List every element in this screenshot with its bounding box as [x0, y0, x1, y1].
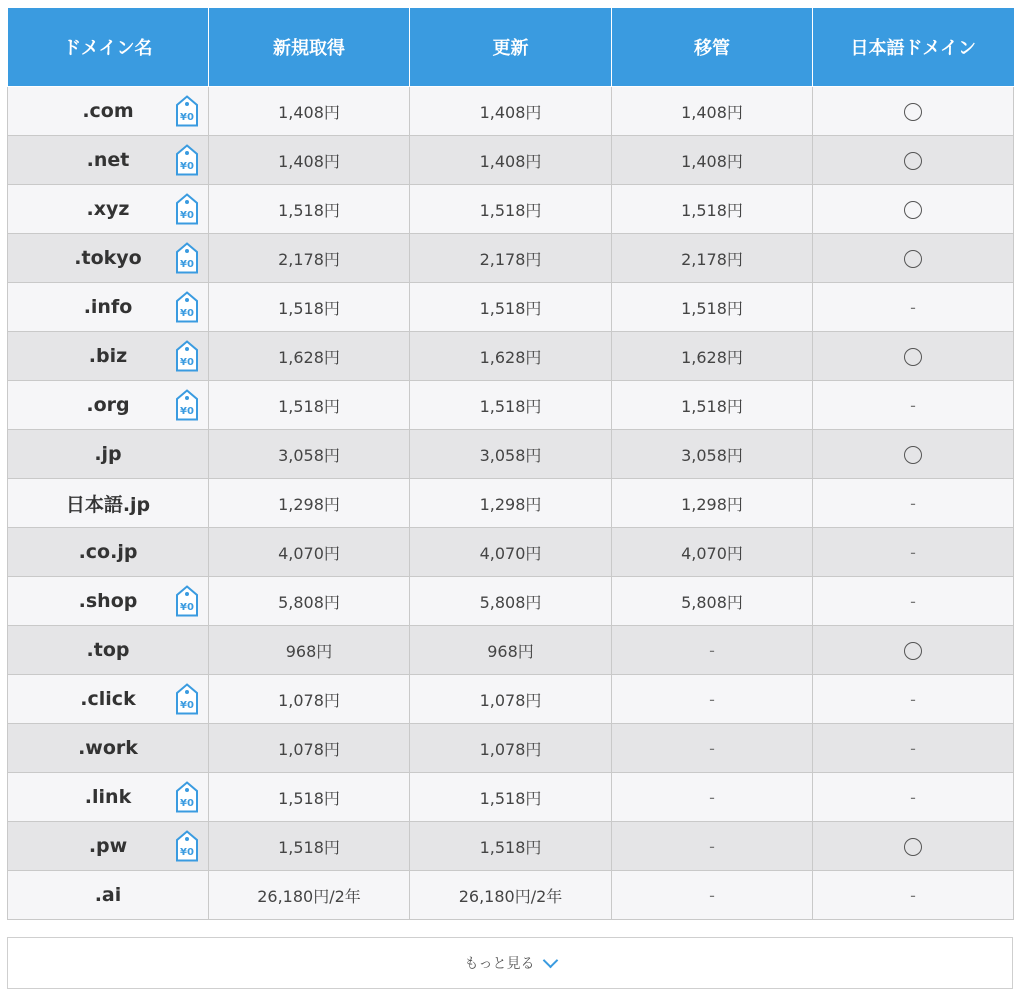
table-row	[8, 332, 1014, 381]
table-row	[8, 234, 1014, 283]
japanese-domain-support	[813, 185, 1014, 234]
transfer-price: -	[612, 724, 813, 773]
chevron-down-icon	[542, 953, 558, 969]
tag-text: ¥0	[180, 602, 194, 613]
show-more-button[interactable]	[7, 937, 1013, 989]
transfer-price: 1,518円	[612, 185, 813, 234]
japanese-domain-support: -	[813, 675, 1014, 724]
new-registration-price: 1,408円	[209, 87, 410, 136]
tag-text: ¥0	[180, 112, 194, 123]
transfer-price: -	[612, 675, 813, 724]
price-tag-yen-zero-icon	[175, 144, 199, 176]
new-registration-price: 2,178円	[209, 234, 410, 283]
japanese-domain-support: -	[813, 773, 1014, 822]
table-row	[8, 871, 1014, 920]
table-row	[8, 479, 1014, 528]
renewal-price: 1,298円	[410, 479, 612, 528]
domain-name: 日本語.jp	[65, 493, 151, 516]
renewal-price: 1,628円	[410, 332, 612, 381]
domain-name-cell	[8, 773, 209, 822]
new-registration-price: 1,518円	[209, 822, 410, 871]
tag-text: ¥0	[180, 357, 194, 368]
domain-name-cell	[8, 577, 209, 626]
header-new-registration: 新規取得	[209, 8, 410, 87]
show-more-label: もっと見る	[464, 956, 535, 972]
renewal-price: 1,078円	[410, 724, 612, 773]
table-row	[8, 381, 1014, 430]
price-tag-yen-zero-icon	[175, 340, 199, 372]
domain-name: .com	[82, 100, 134, 122]
circle-icon	[904, 103, 922, 121]
domain-name: .shop	[78, 590, 138, 612]
tag-text: ¥0	[180, 161, 194, 172]
table-row	[8, 822, 1014, 871]
transfer-price: -	[612, 871, 813, 920]
domain-name: .org	[86, 394, 130, 416]
domain-name: .xyz	[86, 198, 130, 220]
domain-name-cell	[8, 136, 209, 185]
renewal-price: 3,058円	[410, 430, 612, 479]
new-registration-price: 1,078円	[209, 675, 410, 724]
japanese-domain-support	[813, 87, 1014, 136]
renewal-price: 1,518円	[410, 773, 612, 822]
table-row	[8, 283, 1014, 332]
transfer-price: 1,408円	[612, 87, 813, 136]
transfer-price: 1,298円	[612, 479, 813, 528]
japanese-domain-support	[813, 332, 1014, 381]
renewal-price: 5,808円	[410, 577, 612, 626]
transfer-price: 2,178円	[612, 234, 813, 283]
circle-icon	[904, 201, 922, 219]
new-registration-price: 1,518円	[209, 283, 410, 332]
renewal-price: 1,518円	[410, 381, 612, 430]
tag-text: ¥0	[180, 406, 194, 417]
domain-name: .net	[86, 149, 130, 171]
renewal-price: 968円	[410, 626, 612, 675]
renewal-price: 1,518円	[410, 185, 612, 234]
domain-name: .jp	[94, 443, 122, 465]
price-tag-yen-zero-icon	[175, 242, 199, 274]
tag-text: ¥0	[180, 210, 194, 221]
tag-text: ¥0	[180, 700, 194, 711]
renewal-price: 26,180円/2年	[410, 871, 612, 920]
japanese-domain-support: -	[813, 283, 1014, 332]
japanese-domain-support	[813, 626, 1014, 675]
domain-name-cell	[8, 283, 209, 332]
new-registration-price: 1,628円	[209, 332, 410, 381]
circle-icon	[904, 152, 922, 170]
domain-name-cell	[8, 724, 209, 773]
transfer-price: -	[612, 822, 813, 871]
table-row	[8, 87, 1014, 136]
tag-text: ¥0	[180, 308, 194, 319]
header-transfer: 移管	[612, 8, 813, 87]
domain-name-cell	[8, 430, 209, 479]
table-row	[8, 528, 1014, 577]
japanese-domain-support	[813, 822, 1014, 871]
circle-icon	[904, 642, 922, 660]
header-renewal: 更新	[410, 8, 612, 87]
circle-icon	[904, 446, 922, 464]
transfer-price: -	[612, 626, 813, 675]
japanese-domain-support	[813, 234, 1014, 283]
price-tag-yen-zero-icon	[175, 291, 199, 323]
new-registration-price: 4,070円	[209, 528, 410, 577]
header-domain-name: ドメイン名	[8, 8, 209, 87]
domain-price-table-container	[7, 8, 1013, 920]
domain-name: .click	[80, 688, 136, 710]
japanese-domain-support: -	[813, 871, 1014, 920]
domain-name: .info	[83, 296, 133, 318]
circle-icon	[904, 250, 922, 268]
renewal-price: 1,518円	[410, 822, 612, 871]
transfer-price: -	[612, 773, 813, 822]
tag-text: ¥0	[180, 259, 194, 270]
japanese-domain-support: -	[813, 528, 1014, 577]
domain-name-cell	[8, 185, 209, 234]
transfer-price: 5,808円	[612, 577, 813, 626]
transfer-price: 1,518円	[612, 283, 813, 332]
transfer-price: 1,408円	[612, 136, 813, 185]
table-row	[8, 626, 1014, 675]
new-registration-price: 5,808円	[209, 577, 410, 626]
domain-name: .top	[86, 639, 130, 661]
renewal-price: 4,070円	[410, 528, 612, 577]
domain-name: .work	[78, 737, 138, 759]
tag-text: ¥0	[180, 798, 194, 809]
table-row	[8, 136, 1014, 185]
transfer-price: 1,518円	[612, 381, 813, 430]
domain-name-cell	[8, 626, 209, 675]
transfer-price: 4,070円	[612, 528, 813, 577]
japanese-domain-support: -	[813, 724, 1014, 773]
new-registration-price: 1,518円	[209, 773, 410, 822]
new-registration-price: 1,518円	[209, 185, 410, 234]
domain-name: .co.jp	[78, 541, 138, 563]
japanese-domain-support	[813, 430, 1014, 479]
new-registration-price: 1,078円	[209, 724, 410, 773]
circle-icon	[904, 838, 922, 856]
price-tag-yen-zero-icon	[175, 193, 199, 225]
new-registration-price: 26,180円/2年	[209, 871, 410, 920]
domain-price-table	[7, 8, 1014, 920]
new-registration-price: 1,518円	[209, 381, 410, 430]
domain-name-cell	[8, 675, 209, 724]
domain-name-cell	[8, 87, 209, 136]
price-tag-yen-zero-icon	[175, 389, 199, 421]
domain-name: .link	[84, 786, 132, 808]
japanese-domain-support	[813, 136, 1014, 185]
price-tag-yen-zero-icon	[175, 830, 199, 862]
domain-name: .ai	[94, 884, 122, 906]
table-row	[8, 724, 1014, 773]
new-registration-price: 1,298円	[209, 479, 410, 528]
japanese-domain-support: -	[813, 577, 1014, 626]
price-tag-yen-zero-icon	[175, 585, 199, 617]
domain-name-cell	[8, 332, 209, 381]
tag-text: ¥0	[180, 847, 194, 858]
transfer-price: 1,628円	[612, 332, 813, 381]
renewal-price: 1,518円	[410, 283, 612, 332]
header-japanese-domain: 日本語ドメイン	[813, 8, 1014, 87]
domain-name: .pw	[88, 835, 128, 857]
domain-name-cell	[8, 871, 209, 920]
domain-name-cell	[8, 234, 209, 283]
domain-name-cell	[8, 381, 209, 430]
renewal-price: 2,178円	[410, 234, 612, 283]
table-row	[8, 773, 1014, 822]
price-tag-yen-zero-icon	[175, 683, 199, 715]
domain-name: .biz	[88, 345, 128, 367]
new-registration-price: 968円	[209, 626, 410, 675]
circle-icon	[904, 348, 922, 366]
new-registration-price: 3,058円	[209, 430, 410, 479]
renewal-price: 1,408円	[410, 136, 612, 185]
domain-name-cell	[8, 479, 209, 528]
price-tag-yen-zero-icon	[175, 781, 199, 813]
table-row	[8, 185, 1014, 234]
transfer-price: 3,058円	[612, 430, 813, 479]
renewal-price: 1,078円	[410, 675, 612, 724]
japanese-domain-support: -	[813, 381, 1014, 430]
price-tag-yen-zero-icon	[175, 95, 199, 127]
new-registration-price: 1,408円	[209, 136, 410, 185]
table-header-row	[8, 8, 1014, 87]
table-row	[8, 430, 1014, 479]
renewal-price: 1,408円	[410, 87, 612, 136]
japanese-domain-support: -	[813, 479, 1014, 528]
domain-name-cell	[8, 528, 209, 577]
table-row	[8, 577, 1014, 626]
domain-name-cell	[8, 822, 209, 871]
table-body	[8, 87, 1014, 920]
domain-name: .tokyo	[74, 247, 142, 269]
table-row	[8, 675, 1014, 724]
